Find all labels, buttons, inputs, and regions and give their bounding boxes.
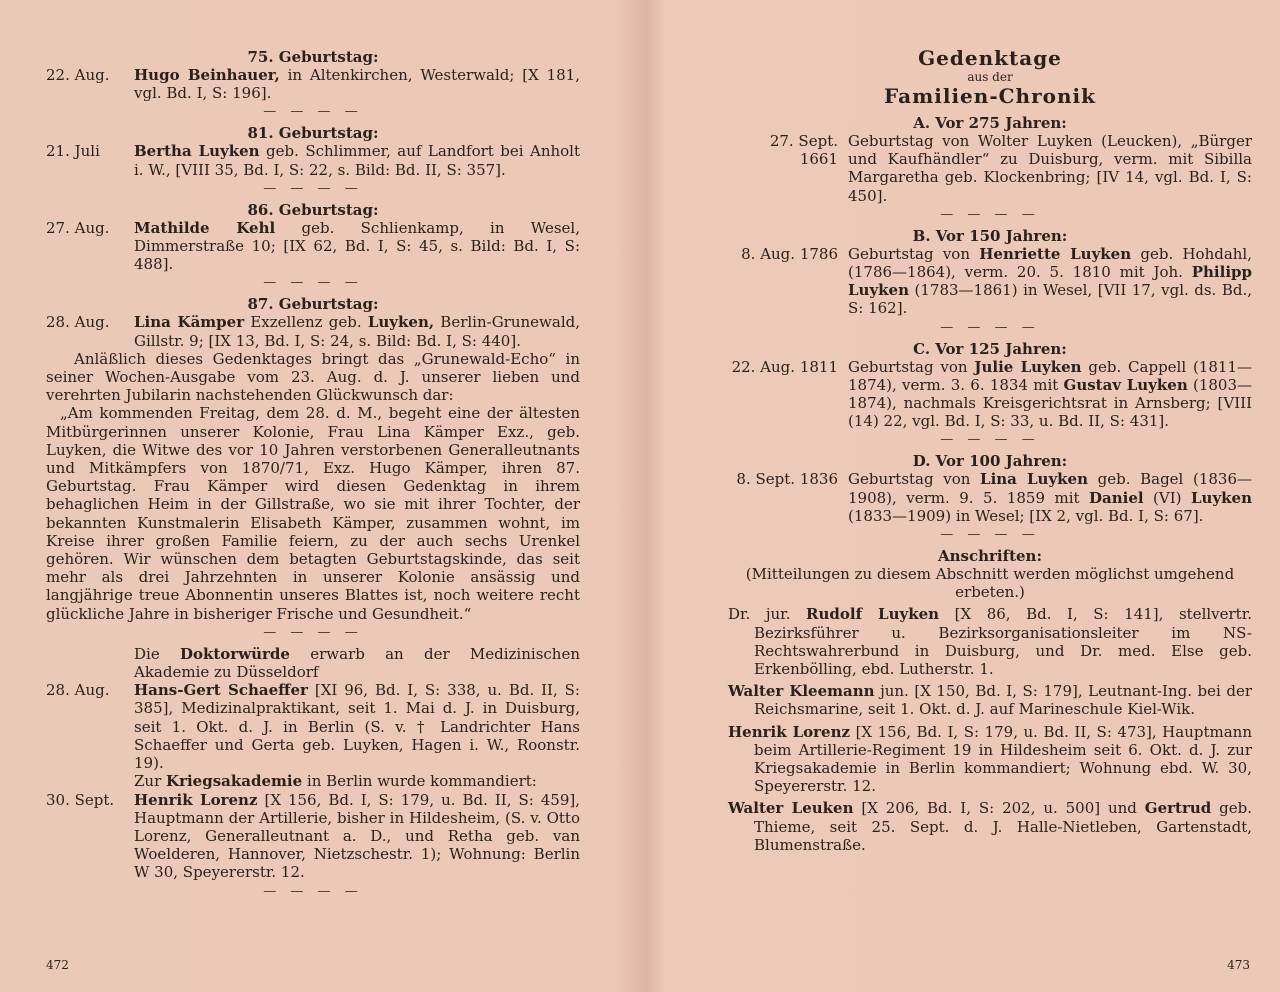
entry-text: Exzellenz geb.	[244, 313, 368, 332]
divider: — — — —	[263, 624, 363, 640]
heading-anschriften: Anschriften:	[938, 547, 1042, 566]
entry-c	[728, 358, 1252, 431]
entry-b	[728, 245, 1252, 318]
entry-87	[46, 313, 580, 349]
entry-text-4: (1833—1909) in Wesel; [IX 2, vgl. Bd. I, S: 67].	[848, 506, 1204, 525]
doktor-paragraph	[46, 645, 580, 681]
address-text: [X 86, Bd. I, S: 141], stellvertr. Bezirksführer u. Bezirksorganisationsleiter im NS-Rechtswahrerbund in Duisburg, und Dr. med. Else geb. Erkenbölling, ebd. Lutherstr. 1.	[754, 605, 1252, 679]
entry-text: Geburtstag von	[848, 244, 980, 263]
doktor-text: Die	[134, 644, 180, 663]
entry-name-2: Philipp Luyken	[848, 263, 1252, 300]
entry-date: 28. Aug.	[46, 313, 110, 332]
address-name-2: Gertrud	[1144, 799, 1212, 818]
entry-86	[46, 219, 580, 274]
address-text: [X 206, Bd. I, S: 202, u. 500] und	[853, 799, 1145, 818]
address-entry	[728, 723, 1252, 796]
address-text: jun. [X 150, Bd. I, S: 179], Leutnant-Ing. bei der Reichsmarine, seit 1. Okt. d. J. auf Marineschule Kiel-Wik.	[754, 682, 1252, 719]
entry-text: Geburtstag von	[848, 357, 975, 376]
entry-name-3: Luyken	[1191, 488, 1253, 507]
heading-81: 81. Geburtstag:	[247, 124, 379, 143]
entry-text-2: geb. Cappell (1811—1874), verm. 3. 6. 1834 mit	[848, 357, 1252, 394]
anschriften-note: (Mitteilungen zu diesem Abschnitt werden möglichst umgehend erbeten.)	[745, 565, 1235, 602]
address-name: Rudolf Luyken	[806, 605, 940, 624]
entry-text-2: Berlin-Grunewald, Gillstr. 9; [IX 13, Bd. I, S: 24, s. Bild: Bd. I, S: 440].	[134, 313, 580, 350]
divider: — — — —	[263, 275, 363, 291]
entry-text: [X 156, Bd. I, S: 179, u. Bd. II, S: 459], Hauptmann der Artillerie, bisher in Hildesheim, (S. v. Otto Lorenz, Generalleutnant a. D., und Retha geb. van Woelderen, Hannover, Nietzschestr. 1); Wohnung: Berlin W 30, Speyererstr. 12.	[134, 790, 581, 882]
entry-81	[46, 142, 580, 178]
page-title-2: Familien-Chronik	[884, 84, 1096, 108]
entry-name: Mathilde Kehl	[134, 218, 276, 237]
heading-87: 87. Geburtstag:	[247, 295, 379, 314]
address-name: Walter Leuken	[728, 799, 854, 818]
entry-text-3: (1803—1874), nachmals Kreisgerichtsrat in Arnsberg; [VIII (14) 22, vgl. Bd. I, S: 33, u. Bd. II, S: 431].	[848, 375, 1252, 431]
entry-name: Julie Luyken	[974, 357, 1082, 376]
heading-b: B. Vor 150 Jahren:	[912, 226, 1068, 245]
doktor-label: Doktorwürde	[179, 644, 290, 663]
entry-date: 22. Aug.	[46, 66, 110, 84]
divider: — — — —	[263, 180, 363, 196]
entry-text: [XI 96, Bd. I, S: 338, u. Bd. II, S: 385], Medizinalpraktikant, seit 1. Mai d. J. in Duisburg, seit 1. Okt. d. J. in Berlin (S. v. † Landrichter Hans Schaeffer und Gerta geb. Luyken, Hagen i. W., Roonstr. 19).	[134, 681, 580, 773]
entry-text-2: geb. Bagel (1836—1908), verm. 9. 5. 1859 mit	[848, 470, 1253, 507]
divider: — — — —	[263, 104, 363, 120]
address-prefix: Dr. jur.	[728, 605, 807, 624]
entry-schaeffer	[46, 681, 580, 772]
entry-date: 27. Sept. 1661	[769, 132, 838, 169]
address-entry	[728, 682, 1252, 718]
entry-text: geb. Schlimmer, auf Landfort bei Anholt i. W., [VIII 35, Bd. I, S: 22, s. Bild: Bd. II, S: 357].	[134, 142, 580, 179]
divider: — — — —	[940, 206, 1040, 222]
page-number-left: 472	[46, 958, 69, 972]
divider: — — — —	[940, 432, 1040, 448]
entry-date: 21. Juli	[46, 142, 100, 161]
entry-name: Hugo Beinhauer,	[134, 66, 280, 84]
divider: — — — —	[263, 883, 363, 899]
entry-date: 8. Sept. 1836	[736, 470, 838, 489]
entry-date: 28. Aug.	[46, 681, 110, 700]
heading-75: 75. Geburtstag:	[247, 48, 379, 66]
entry-name: Henriette Luyken	[979, 244, 1132, 263]
entry-text: geb. Schlienkamp, in Wesel, Dimmerstraße 10; [IX 62, Bd. I, S: 45, s. Bild: Bd. I, S: 488].	[134, 218, 581, 274]
entry-text-3: (VI)	[1143, 488, 1191, 507]
ka-text-2: in Berlin wurde kommandiert:	[302, 772, 537, 791]
address-name: Walter Kleemann	[728, 682, 875, 701]
entry-d	[728, 470, 1252, 525]
address-text: [X 156, Bd. I, S: 179, u. Bd. II, S: 473], Hauptmann beim Artillerie-Regiment 19 in Hildesheim seit 6. Okt. d. J. zur Kriegsakademie in Berlin kommandiert; Wohnung ebd. W. 30, Speyererstr. 12.	[754, 722, 1252, 796]
heading-c: C. Vor 125 Jahren:	[913, 339, 1067, 358]
entry-name: Lina Kämper	[134, 313, 245, 332]
address-name: Henrik Lorenz	[728, 722, 851, 741]
entry-date: 30. Sept.	[46, 790, 115, 809]
entry-text-3: (1783—1861) in Wesel, [VII 17, vgl. ds. Bd., S: 162].	[848, 281, 1252, 318]
entry-name: Henrik Lorenz	[134, 790, 258, 809]
divider: — — — —	[940, 527, 1040, 543]
entry-text: Geburtstag von	[848, 470, 981, 489]
page-number-right: 473	[1227, 958, 1250, 972]
entry-name-2: Luyken,	[367, 313, 435, 332]
entry-a	[728, 132, 1252, 205]
address-entry	[728, 799, 1252, 854]
entry-name: Hans-Gert Schaeffer	[134, 681, 308, 700]
intro-paragraph: Anläßlich dieses Gedenktages bringt das „Grunewald-Echo“ in seiner Wochen-Ausgabe vom 23. Aug. d. J. unserer lieben und verehrten Jubilarin nachstehenden Glückwunsch dar:	[46, 349, 580, 405]
heading-d: D. Vor 100 Jahren:	[912, 452, 1068, 471]
page-title: Gedenktage	[918, 46, 1062, 70]
entry-name: Bertha Luyken	[134, 142, 260, 161]
entry-75	[46, 66, 580, 102]
quote-paragraph: „Am kommenden Freitag, dem 28. d. M., begeht eine der ältesten Mitbürgerinnen unserer Kolonie, Frau Lina Kämper Exz., geb. Luyken, die Witwe des vor 10 Jahren verstorbenen Generalleutnants und Mitkämpfers von 1870/71, Exz. Hugo Kämper, ihren 87. Geburtstag. Frau Kämper wird diesen Gedenktag in ihrem behaglichen Heim in der Gillstraße, wo sie mit ihrer Tochter, der bekannten Kunstmalerin Elisabeth Kämper, zusammen wohnt, im Kreise ihrer großen Familie feiern, zu der auch sechs Urenkel gehören. Wir wünschen dem betagten Geburtstagskinde, das seit mehr als drei Jahrzehnten in unserer Kolonie ansässig und langjährige treue Abonnentin unseres Blattes ist, noch weitere recht glückliche Jahre in bisheriger Frische und Gesundheit.“	[46, 404, 580, 623]
entry-name-2: Gustav Luyken	[1063, 375, 1188, 394]
page-subtitle: aus der	[967, 70, 1013, 84]
entry-text: in Altenkirchen, Westerwald; [X 181, vgl. Bd. I, S: 196].	[134, 66, 580, 103]
right-page	[650, 0, 1280, 992]
heading-86: 86. Geburtstag:	[247, 200, 379, 219]
address-text-2: geb. Thieme, seit 25. Sept. d. J. Halle-Nietleben, Gartenstadt, Blumenstraße.	[754, 799, 1252, 854]
divider: — — — —	[940, 319, 1040, 335]
heading-a: A. Vor 275 Jahren:	[913, 114, 1067, 132]
doktor-text-2: erwarb an der Medizinischen Akademie zu Düsseldorf	[134, 644, 580, 682]
entry-date: 8. Aug. 1786	[741, 244, 838, 263]
entry-lorenz	[46, 791, 580, 882]
entry-text: Geburtstag von Wolter Luyken (Leucken), „Bürger und Kaufhändler“ zu Duisburg, verm. mit Sibilla Margaretha geb. Klockenbring; [IV 14, vgl. Bd. I, S: 450].	[848, 132, 1252, 205]
kriegsakademie-paragraph	[46, 772, 580, 790]
address-entry	[728, 605, 1252, 678]
entry-name-2: Daniel	[1089, 488, 1144, 507]
ka-text: Zur	[134, 772, 167, 791]
entry-text-2: geb. Hohdahl, (1786—1864), verm. 20. 5. 1810 mit Joh.	[848, 244, 1252, 282]
ka-label: Kriegsakademie	[166, 772, 303, 791]
entry-date: 22. Aug. 1811	[731, 357, 838, 376]
entry-name: Lina Luyken	[980, 470, 1088, 489]
entry-date: 27. Aug.	[46, 218, 110, 237]
